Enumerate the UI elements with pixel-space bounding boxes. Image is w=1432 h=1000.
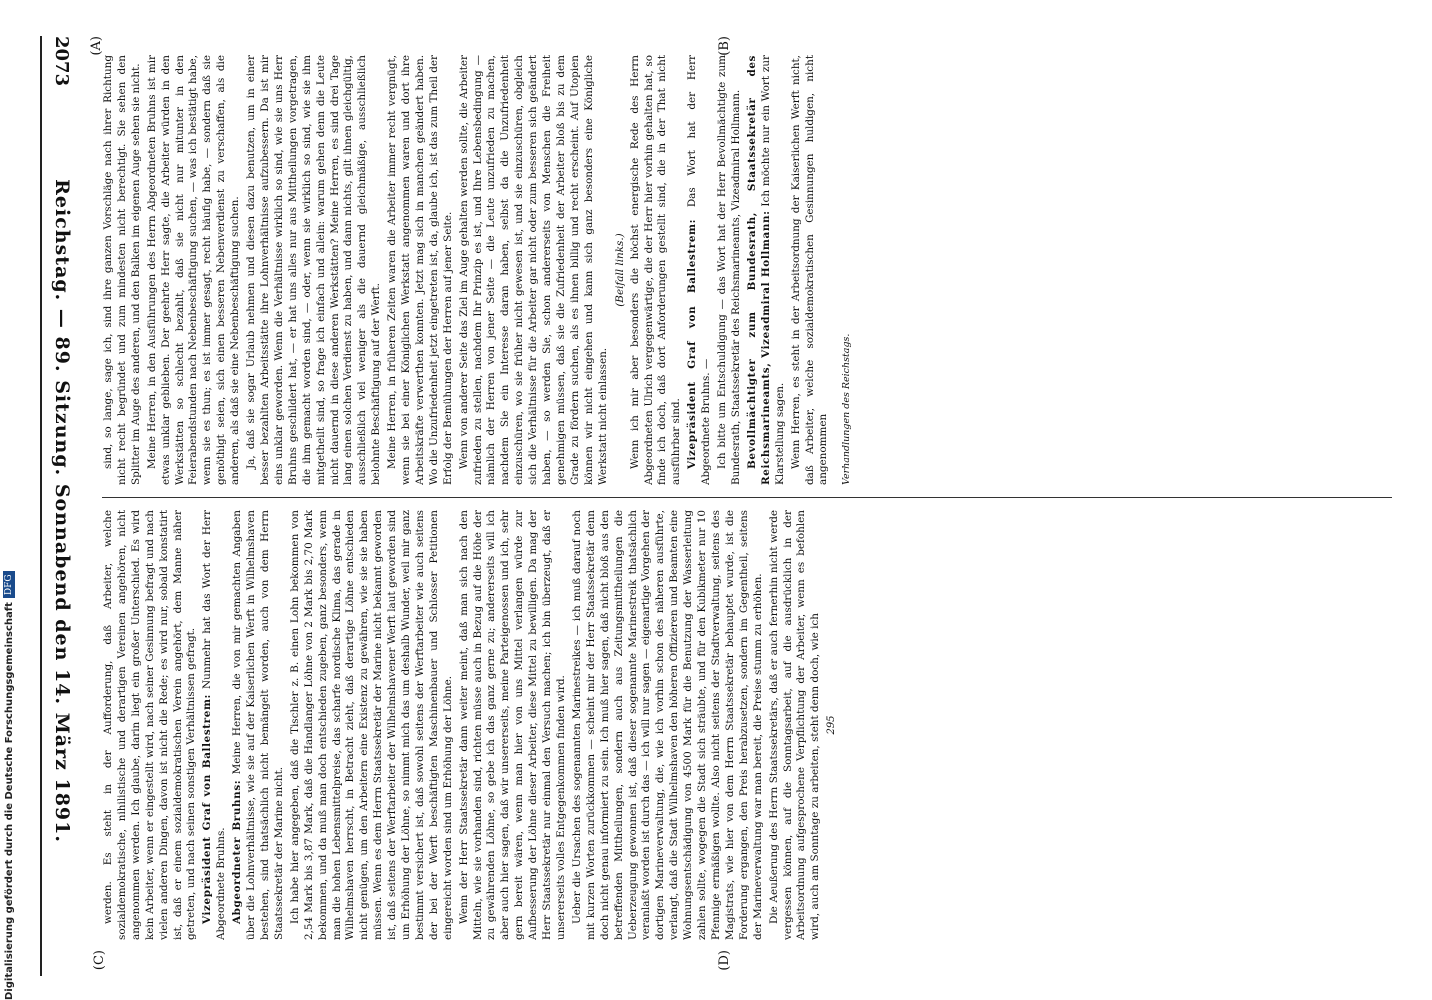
speech-text: Nunmehr hat das Wort der Herr Abgeordnete Bruhns. bbox=[201, 510, 228, 940]
speaker-name: Bevollmächtigter zum Bundesrath, Staatssekretär des Reichsmarineamts, Vizeadmiral Hollmann: bbox=[745, 55, 772, 485]
left-speech-2: Ich bitte um Entschuldigung — das Wort hat der Herr Bevollmächtigte zum Bundesrath, Staatssekretär des Reichsmarineamts, Vizeadmiral Hollmann. bbox=[716, 55, 742, 485]
left-para-4: Meine Herren, in früheren Zeiten waren die Arbeiter immer recht vergnügt, wenn sie bei einer Königlichen Werkstatt angenommen waren und dort ihre Arbeitskräfte verwerthen konnten. Jetzt mag sich in manchen geändert haben. Wo die Unzufriedenheit jetzt eingetreten ist, da, glaube ich, ist das zum Theil der Erfolg der Bemühungen der Herren auf jener Seite. bbox=[386, 55, 454, 485]
left-column bbox=[102, 55, 1392, 485]
left-para-1: sind, so lange, sage ich, sind ihre ganzen Vorschläge nach ihrer Richtung nicht recht begründet und zum mindesten nicht berechtigt. Sie sehen den Splitter im Auge des anderen, und den Balken im eigenen Auge sehen sie nicht. bbox=[102, 55, 142, 485]
speaker-name: Vizepräsident Graf von Ballestrem: bbox=[686, 218, 699, 469]
margin-marker-d: (D) bbox=[717, 950, 732, 971]
margin-marker-a: (A) bbox=[89, 36, 104, 56]
right-speech-1 bbox=[201, 510, 229, 940]
margin-marker-c: (C) bbox=[92, 950, 107, 971]
right-para-3: Wenn der Herr Staatssekretär dann weiter meint, daß man sich nach den Mitteln, wie sie vorhanden sind, richten müsse auch in Bezug auf die Höhe der zu gewährenden Löhne, so gebe ich das ganz gerne zu; andererseits will ich aber auch hier sagen, daß wir unsererseits, meine Parteigenossen und ich, sehr gern bereit wären, wenn man hier von uns Mittel verlangen würde zur Aufbesserung der Löhne dieser Arbeiter, diese Mittel zu bewilligen. Da mag der Herr Staatssekretär nur einmal den Versuch machen; ich bin überzeugt, daß er unsererseits volles Entgegenkommen finden wird. bbox=[457, 510, 567, 940]
page-number: 2073 bbox=[51, 36, 73, 87]
page-header bbox=[40, 36, 82, 976]
left-para-5: Wenn von anderer Seite das Ziel im Auge gehalten werden sollte, die Arbeiter zufrieden zu stellen, nachdem Ihr Prinzip es ist, und Ihre Lebensbedingung — nämlich der Herren von jener Seite — die Leute unzufrieden zu machen, nachdem Sie ein Interesse daran haben, selbst da die Unzufriedenheit einzuschüren, wo sie früher nicht gewesen ist, und sie einzuschüren, obgleich sich die Verhältnisse für die Arbeiter gar nicht oder zum besseren sich geändert haben, — so werden Sie, schon andererseits von Menschen die Freiheit genehmigen müssen, daß sie die Zufriedenheit der Arbeiter bloß bis zu dem Grade zu fördern suchen, als es ihnen billig und recht erscheint. Auf Utopien können wir nicht eingehen und kann sich ganz besonders eine Königliche Werkstatt nicht einlassen. bbox=[457, 55, 609, 485]
applause-note: (Beifall links.) bbox=[613, 233, 626, 307]
right-para-5: Die Aeußerung des Herrn Staatssekretärs, daß er auch fernerhin nicht werde vergessen können, auf die Sonntagsarbeit, auf die ausdrücklich in der Arbeitsordnung aufgesprochene Verpflichtung der Arbeiter, wenn es befohlen wird, auch am Sonntage zu arbeiten, steht denn doch, wie ich bbox=[767, 510, 822, 940]
signature-mark: 295 bbox=[826, 715, 838, 735]
left-para-2: Meine Herren, in den Ausführungen des Herrn Abgeordneten Bruhns ist mir etwas unklar geblieben. Der geehrte Herr sagte, die Arbeiter würden in den Werkstätten so schlecht bezahlt, daß sie nicht nur mitunter in den Feierabendstunden nach Nebenbeschäftigung suchen, — was ich bestätigt habe, wenn sie es thun; es ist immer gesagt, recht häufig habe, — sondern daß sie genöthigt seien, sich einen besseren Nebenverdienst zu verschaffen, als die anderen, als daß sie eine Nebenbeschäftigung suchen. bbox=[145, 55, 242, 485]
left-para-3: Ja, daß sie sogar Urlaub nehmen und diesen dazu benutzen, um in einer besser bezahlten Arbeitsstätte ihre Lohnverhältnisse aufzubessern. Da ist mir eins unklar geworden. Wenn die Verhältnisse wirklich so sind, wie sie uns Herr Bruhns geschildert hat, — er hat uns alles nur aus Mittheilungen vorgetragen, die ihm gemacht worden sind, — oder, wenn sie wirklich so sind, wie sie ihm mitgetheilt sind, so frage ich einfach und allein: warum gehen denn die Leute nicht dauernd in diese anderen Werkstätten? Meine Herren, es sind drei Tage lang einen solchen Verdienst zu haben, und dann nichts, gilt ihnen gleichgültig, ausschließlich viel weniger als die dauernd gleichmäßige, ausschließlich belohnte Beschäftigung auf der Werft. bbox=[245, 55, 383, 485]
digitization-credit: Digitalisierung gefördert durch die Deutsche Forschungsgemeinschaft bbox=[3, 602, 15, 1000]
right-column bbox=[102, 510, 1392, 940]
dfg-logo-badge: DFG bbox=[3, 571, 15, 598]
column-divider bbox=[102, 497, 1392, 498]
right-para-4: Ueber die Ursachen des sogenannten Marinestreikes — ich muß darauf noch mit kurzen Worten zurückkommen — scheint mir der Herr Staatssekretär denn doch nicht genau informiert zu sein. Ich muß hier sagen, daß nicht bloß aus den betreffenden Mittheilungen, sondern auch aus Zeitungsmittheilungen die Ueberzeugung gewonnen ist, daß dieser sogenannte Marinestreik thatsächlich veranlaßt worden ist durch das — ich will nur sagen — eigenartige Vorgehen der dortigen Marineverwaltung, die, wie ich vorhin schon des näheren ausführte, verlangt, daß die Stadt Wilhelmshaven den höheren Offizieren und Beamten eine Wohnungsentschädigung von 4500 Mark für die Benutzung der Wasserleitung zahlen sollte, wogegen die Stadt sich sträubte, und für den Kubikmeter nur 10 Pfennige ermäßigen wollte. Also nicht seitens der Stadtverwaltung, seitens des Magistrats, wie hier von dem Herrn Staatssekretär behauptet wurde, ist die Forderung ergangen, den Preis herabzusetzen, sondern im Gegentheil, seitens der Marineverwaltung war man bereit, die Preise stumm zu erhöhen. bbox=[570, 510, 764, 940]
left-para-6: Wenn ich mir aber besonders die höchst energische Rede des Herrn Abgeordneten Ulrich vergegenwärtige, die der Herr hier vorhin gehalten hat, so finde ich doch, daß dort Anforderungen gestellt sind, die in der That nicht ausführbar sind. bbox=[628, 55, 683, 485]
speech-text: Ich möchte nur ein Wort zur Klarstellung sagen. bbox=[759, 55, 786, 485]
right-speech-2 bbox=[231, 510, 287, 940]
left-speech-3 bbox=[746, 55, 788, 485]
left-speech-1 bbox=[686, 55, 714, 485]
speaker-name: Abgeordneter Bruhns: bbox=[231, 779, 244, 924]
speaker-name: Vizepräsident Graf von Ballestrem: bbox=[201, 694, 214, 924]
right-para-2: Ich habe hier angegeben, daß die Tischler z. B. einen Lohn bekommen von 2,54 Mark bis 3,87 Mark, daß die Handlanger Löhne von 2 Mark bis 2,70 Mark bekommen, und da muß man doch entschieden zugeben, ganz besonders, wenn man die hohen Lebensmittelpreise, das scharfe nordische Klima, das gerade in Wilhelmshaven herrscht, in Betracht zieht, daß derartige Löhne entschieden nicht genügen, um den Arbeitern eine Existenz zu gewähren, wie sie sie haben müssen. Wenn es dem Herrn Staatssekretär der Marine nicht bekannt geworden ist, daß seitens der Werftarbeiter der Wilhelmshavener Werft laut geworden sind um Erhöhung der Löhne, so nimmt mich das um deshalb Wunder, weil mir ganz bestimmt versichert ist, daß sowohl seitens der Werftarbeiter wie auch seitens der bei der Werft beschäftigten Maschinenbauer und Schlosser Petitionen eingereicht worden sind um Erhöhung der Löhne. bbox=[288, 510, 454, 940]
left-speech-4: Wenn Herren, es steht in der Arbeitsordnung der Kaiserlichen Werft nicht, daß Arbeiter, welche sozialdemokratischen Gesinnungen huldigen, nicht angenommen bbox=[789, 55, 830, 485]
margin-marker-b: (B) bbox=[717, 36, 732, 56]
page-title: Reichstag. — 89. Sitzung. Sonnabend den 14. März 1891. bbox=[51, 179, 73, 843]
right-para-1: werden. Es steht in der Aufforderung, daß Arbeiter, welche sozialdemokratische, nihilistische und derartigen Vereinen angehören, nicht angenommen werden. Ich glaube, darin liegt ein großer Unterschied. Es wird kein Arbeiter, wenn er eingestellt wird, nach seiner Gesinnung befragt und nach vielen anderen Dingen, davon ist nicht die Rede; es wird nur, sobald konstatirt ist, daß er einem sozialdemokratischen Verein angehört, dem Manne näher getreten, und nach seinen sonstigen Verhältnissen gefragt. bbox=[102, 510, 198, 940]
speech-text: Das Wort hat der Herr Abgeordnete Bruhns. — bbox=[686, 55, 713, 485]
speech-text: Meine Herren, die von mir gemachten Angaben über die Lohnverhältnisse, wie sie auf der Kaiserlichen Werft in Wilhelmshaven bestehen, sind thatsächlich nicht bemängelt worden, auch von dem Herrn Staatssekretär der Marine nicht. bbox=[231, 510, 285, 940]
footnote: Verhandlungen des Reichstags. bbox=[840, 333, 852, 485]
